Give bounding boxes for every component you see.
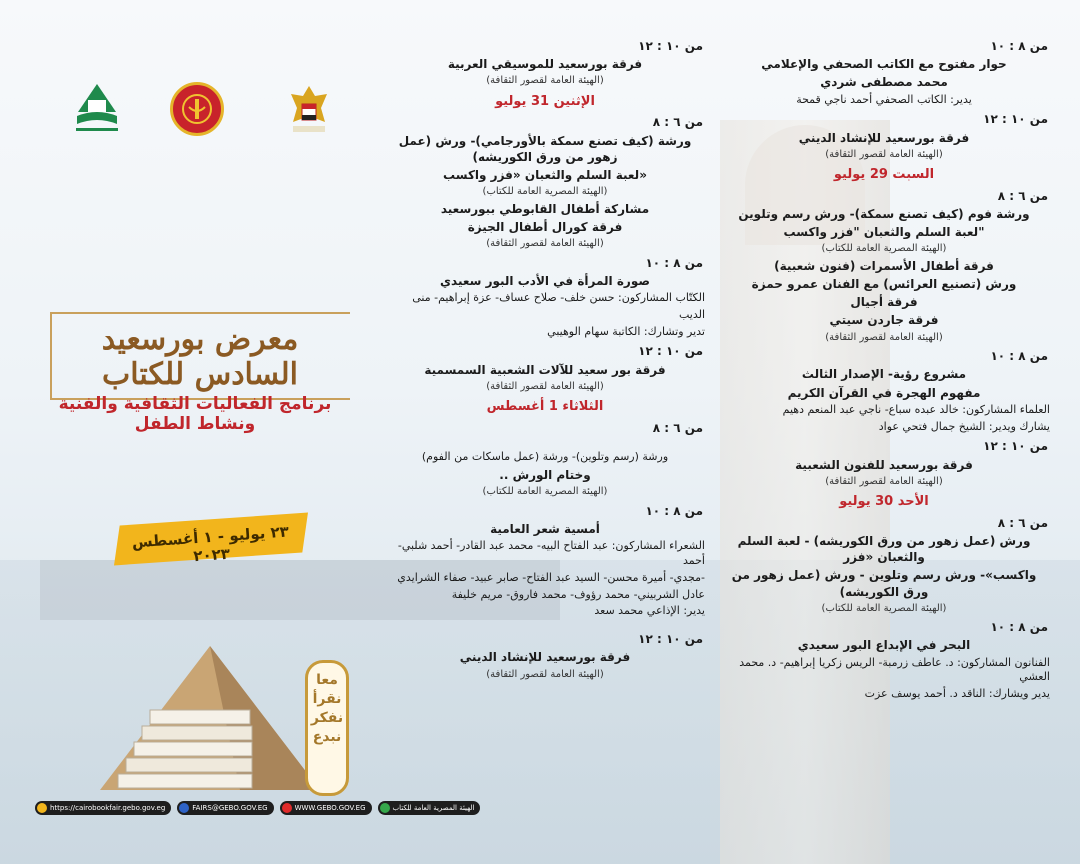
social-icon <box>380 803 390 813</box>
event-organizer: (الهيئة العامة لقصور الثقافة) <box>486 75 604 87</box>
gebo-logo <box>72 82 122 140</box>
event-participants: العلماء المشاركون: خالد عبده سباع- ناجي عبد المنعم دهيم <box>782 402 1050 416</box>
time-slot: من ٨ : ١٠ <box>990 349 1048 364</box>
day-header: الإثنين 31 يوليو <box>495 93 595 109</box>
pyramid-books-illustration <box>90 640 330 800</box>
time-slot: من ١٠ : ١٢ <box>983 439 1048 454</box>
event-title: أمسية شعر العامية <box>490 521 600 536</box>
mail-icon <box>179 803 189 813</box>
event-line: مشاركة أطفال القابوطي ببورسعيد <box>440 201 650 216</box>
time-slot: من ١٠ : ١٢ <box>638 39 703 53</box>
time-slot: من ٦ : ٨ <box>997 515 1048 530</box>
event-line: ورش (عمل زهور من ورق الكوريشه) - لعبة السلم والثعبان «فزر <box>737 534 1031 565</box>
cartouche-logo: معا نقرأ نفكر نبدع <box>305 660 349 796</box>
event-participants-cont: عادل الشربيني- محمد رؤوف- محمد فاروق- مريم خليفة <box>451 587 705 601</box>
event-organizer: (الهيئة العامة لقصور الثقافة) <box>825 148 943 160</box>
time-slot: من ١٠ : ١٢ <box>638 632 703 647</box>
schedule-right-column <box>718 34 1050 704</box>
event-guest: محمد مصطفى شردي <box>820 75 948 90</box>
event-participants-cont: الديب <box>678 307 705 321</box>
event-moderator: يدير: الإذاعي محمد سعد <box>594 604 705 618</box>
event-line: ورشة (رسم وتلوين)- ورشة (عمل ماسكات من الفوم) <box>421 450 669 464</box>
event-line: لعبة السلم والثعبان "فزر واكسب" <box>783 225 985 240</box>
event-title: صورة المرأة في الأدب البور سعيدي <box>440 273 650 288</box>
event-participants: الكتّاب المشاركون: حسن خلف- صلاح عساف- عزة إبراهيم- منى <box>412 290 705 304</box>
event-line: ورش (تصنيع العرائس) مع الفنان عمرو حمزة <box>751 277 1017 292</box>
event-line: فرقة جاردن سيتي <box>829 313 939 328</box>
event-title: البحر في الإبداع البور سعيدي <box>797 638 971 653</box>
event-line: .. وختام الورش <box>499 467 591 482</box>
event-moderator: تدير وتشارك: الكاتبة سهام الوهيبي <box>547 324 705 338</box>
event-moderator: يدير ويشارك: الناقد د. أحمد يوسف عزت <box>864 687 1050 701</box>
date-range: ٢٣ يوليو - ١ أغسطس ٢٠٢٣ <box>131 522 290 566</box>
event-line: فرقة كورال أطفال الجيزة <box>467 219 623 234</box>
event-title: حوار مفتوح مع الكاتب الصحفي والإعلامي <box>761 57 1007 72</box>
event-title: مشروع رؤية- الإصدار الثالث <box>801 367 967 382</box>
email-link[interactable]: FAIRS@GEBO.GOV.EG <box>177 801 273 815</box>
day-header: السبت 29 يوليو <box>833 167 935 183</box>
event-line: ورشة (كيف تصنع سمكة بالأورجامي)- ورش (عمل زهور من ورق الكوريشه) <box>398 133 692 164</box>
event-organizer: (الهيئة المصرية العامة للكتاب) <box>482 186 608 198</box>
day-header: الثلاثاء 1 أغسطس <box>486 399 604 415</box>
time-slot: من ٨ : ١٠ <box>990 620 1048 635</box>
event-participants-cont: مجدي- أميرة محسن- السيد عبد الفتاح- صابر عبيد- صفاء الشرايدي- <box>397 570 705 584</box>
website-link[interactable]: https://cairobookfair.gebo.gov.eg <box>35 801 171 815</box>
event-title: فرقة بور سعيد للآلات الشعبية السمسمية <box>424 362 666 377</box>
egypt-eagle-logo <box>285 82 333 140</box>
event-participants: الفنانون المشاركون: د. عاطف زرمبة- الريس زكريا إبراهيم- د. محمد العشي <box>739 655 1050 684</box>
event-title: فرقة بورسعيد للإنشاد الديني <box>459 650 631 665</box>
event-line: (فنون شعبية) فرقة أطفال الأسمرات <box>774 258 994 273</box>
gebo-social-link[interactable]: الهيئة المصرية العامة للكتاب <box>378 801 481 815</box>
time-slot: من ٨ : ١٠ <box>645 255 703 270</box>
event-title: فرقة بورسعيد للإنشاد الديني <box>798 130 970 145</box>
page-subtitle: برنامج الفعاليات الثقافية والفنية ونشاط الطفل <box>58 394 332 434</box>
schedule-middle-column <box>385 34 705 683</box>
event-line: لعبة السلم والثعبان «فزر واكسب» <box>443 167 647 182</box>
gebo-site-link[interactable]: WWW.GEBO.GOV.EG <box>280 801 372 815</box>
event-title: فرقة بورسعيد للفنون الشعبية <box>795 457 973 472</box>
time-slot: من ٨ : ١٠ <box>645 503 703 518</box>
web-icon <box>282 803 292 813</box>
event-line: ورشة فوم (كيف تصنع سمكة)- ورش رسم وتلوين <box>738 207 1030 222</box>
event-organizer: (الهيئة المصرية العامة للكتاب) <box>482 486 608 498</box>
ministry-seal-logo <box>170 82 224 136</box>
time-slot: من ١٠ : ١٢ <box>983 112 1048 127</box>
time-slot: من ٨ : ١٠ <box>990 39 1048 53</box>
logos-row <box>60 82 350 146</box>
event-line: فرقة أجيال <box>850 295 918 310</box>
event-moderator: يشارك ويدير: الشيخ جمال فتحي عواد <box>878 419 1050 433</box>
event-organizer: (الهيئة العامة لقصور الثقافة) <box>825 331 943 343</box>
time-slot: من ٦ : ٨ <box>652 420 703 435</box>
time-slot: من ٦ : ٨ <box>997 188 1048 203</box>
event-organizer: (الهيئة العامة لقصور الثقافة) <box>486 238 604 250</box>
event-organizer: (الهيئة المصرية العامة للكتاب) <box>821 243 947 255</box>
event-organizer: (الهيئة المصرية العامة للكتاب) <box>821 602 947 614</box>
event-organizer: (الهيئة العامة لقصور الثقافة) <box>825 475 943 487</box>
event-title: فرقة بورسعيد للموسيقي العربية <box>447 57 643 72</box>
event-organizer: (الهيئة العامة لقصور الثقافة) <box>486 668 604 680</box>
globe-icon <box>37 803 47 813</box>
event-line: واكسب»- ورش رسم وتلوين - ورش (عمل زهور من ورق الكوريشه) <box>731 568 1037 599</box>
time-slot: من ٦ : ٨ <box>652 115 703 130</box>
time-slot: من ١٠ : ١٢ <box>638 344 703 359</box>
footer-links <box>35 800 475 816</box>
event-organizer: (الهيئة العامة لقصور الثقافة) <box>486 380 604 392</box>
event-moderator: يدير: الكاتب الصحفي أحمد ناجي قمحة <box>796 92 972 106</box>
event-participants: الشعراء المشاركون: عبد الفتاح البيه- محمد عبد القادر- أحمد شلبي- أحمد <box>397 538 705 567</box>
day-header: الأحد 30 يوليو <box>839 494 929 510</box>
page-title: معرض بورسعيد السادس للكتاب <box>101 322 299 392</box>
event-subtitle: مفهوم الهجرة في القرآن الكريم <box>787 385 981 400</box>
